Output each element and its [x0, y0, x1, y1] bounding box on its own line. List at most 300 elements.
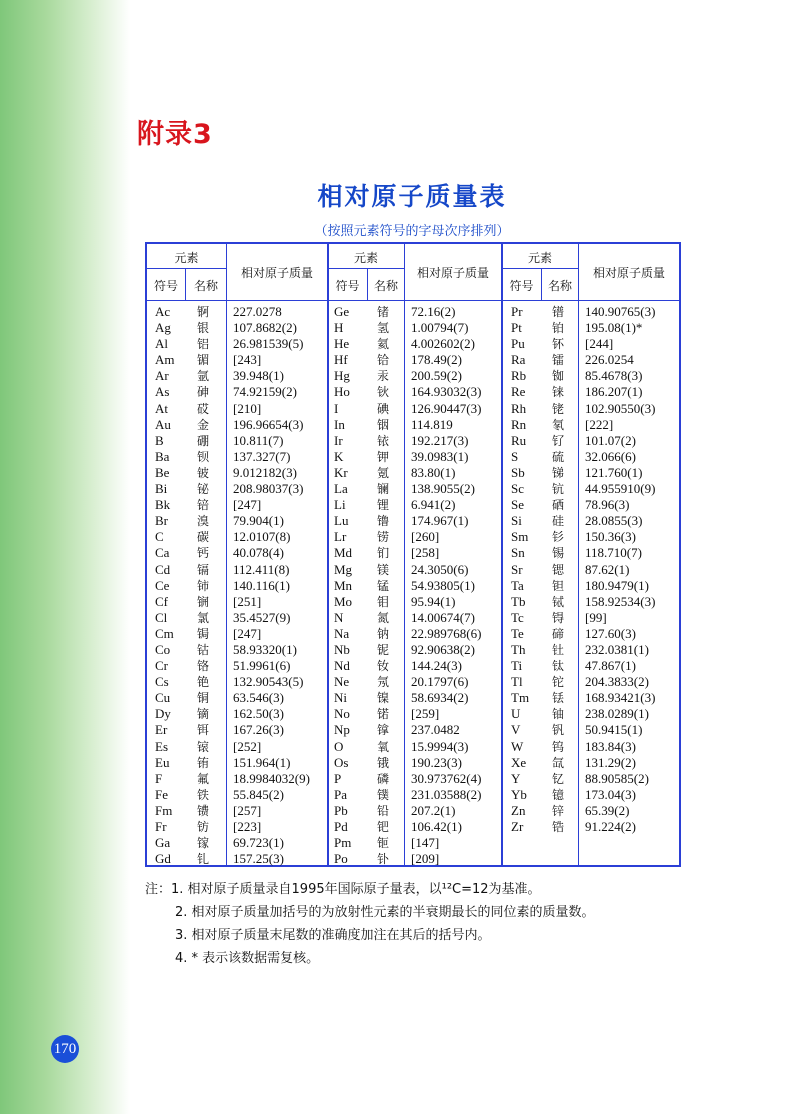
symbol-cell: Fr	[155, 819, 167, 834]
symbol-cell: Cs	[155, 674, 169, 690]
symbol-cell: Tb	[511, 593, 526, 609]
name-cell: 溴	[197, 514, 210, 529]
symbol-cell: Pm	[334, 835, 352, 851]
masse-cell: [247]	[233, 497, 262, 513]
masse-cell: [247]	[233, 625, 262, 641]
symbol-cell: Tl	[511, 674, 523, 690]
masse-cell: 237.0482	[411, 722, 460, 738]
symbol-cell: P	[334, 770, 342, 786]
masse-cell: 157.25(3)	[233, 851, 284, 867]
name-cell: 钪	[552, 482, 565, 497]
symbol-cell: Zr	[511, 819, 524, 834]
name-cell: 氪	[377, 465, 390, 480]
symbol-cell: Am	[155, 352, 175, 368]
symbol-cell: Be	[155, 464, 170, 480]
symbol-cell: Cr	[155, 658, 168, 674]
symbol-cell: Md	[334, 545, 353, 561]
masse-cell: 55.845(2)	[233, 786, 284, 802]
divider-name-mass-2	[404, 244, 405, 865]
name-cell: 铁	[197, 787, 210, 802]
name-cell: 氮	[377, 610, 390, 625]
masse-cell: [147]	[411, 835, 440, 851]
name-cell: 铝	[197, 337, 210, 352]
name-cell: 锗	[377, 305, 390, 319]
symbol-cell: B	[155, 432, 164, 448]
name-cell: 镁	[377, 562, 390, 577]
masse-cell: 162.50(3)	[233, 706, 284, 722]
name-cell: 钒	[552, 723, 565, 738]
masse-cell: 88.90585(2)	[585, 770, 649, 786]
note-3: 3. 相对原子质量末尾数的准确度加注在其后的括号内。	[175, 928, 491, 943]
atomic-mass-table	[145, 242, 681, 867]
symbol-cell: Ca	[155, 545, 170, 561]
header-mass-3: 相对原子质量	[592, 266, 665, 280]
masse-cell: [259]	[411, 706, 440, 722]
symbol-cell: Ba	[155, 448, 170, 464]
masse-cell: [222]	[585, 416, 614, 432]
masse-cell: 178.49(2)	[411, 352, 462, 368]
masse-cell: 164.93032(3)	[411, 384, 482, 400]
masse-cell: 200.59(2)	[411, 368, 462, 384]
symbol-column-3	[511, 304, 529, 835]
divider-group-1	[327, 244, 329, 865]
masse-cell: 186.207(1)	[585, 384, 643, 400]
symbol-cell: H	[334, 320, 344, 336]
symbol-cell: Dy	[155, 706, 171, 722]
masse-cell: 22.989768(6)	[411, 625, 482, 641]
name-cell: 银	[197, 321, 210, 336]
name-cell: 氩	[197, 369, 210, 384]
symbol-cell: Mo	[334, 593, 353, 609]
name-cell: 钨	[552, 739, 565, 754]
masse-cell: 102.90550(3)	[585, 400, 656, 416]
symbol-cell: Sn	[511, 545, 525, 561]
name-cell: 钬	[377, 385, 390, 400]
header-name-3: 名称	[547, 279, 572, 293]
masse-cell: [252]	[233, 738, 262, 754]
masse-cell: 226.0254	[585, 352, 634, 368]
name-cell: 硒	[552, 498, 565, 513]
name-cell: 钾	[377, 449, 390, 464]
header-element-1: 元素	[174, 251, 199, 265]
symbol-cell: Sr	[511, 561, 523, 577]
masse-cell: [99]	[585, 609, 607, 625]
symbol-cell: Pt	[511, 320, 522, 336]
name-cell: 铬	[197, 659, 210, 674]
masse-cell: 107.8682(2)	[233, 320, 297, 336]
symbol-cell: Ir	[334, 432, 343, 448]
symbol-cell: Al	[155, 336, 168, 352]
masse-cell: 180.9479(1)	[585, 577, 649, 593]
name-cell: 铋	[197, 482, 210, 497]
masse-cell: 24.3050(6)	[411, 561, 469, 577]
masse-cell: 121.760(1)	[585, 464, 643, 480]
symbol-cell: As	[155, 384, 170, 400]
name-cell: 锶	[552, 562, 565, 577]
symbol-cell: Pr	[511, 304, 523, 319]
name-cell: 铟	[377, 417, 390, 432]
masse-cell: 50.9415(1)	[585, 722, 643, 738]
masse-cell: 58.6934(2)	[411, 690, 469, 706]
symbol-cell: Th	[511, 641, 526, 657]
name-cell: 碘	[377, 401, 390, 416]
symbol-cell: Fe	[155, 786, 168, 802]
masse-cell: 10.811(7)	[233, 432, 284, 448]
name-cell: 钴	[197, 642, 210, 657]
name-cell: 镨	[552, 305, 565, 319]
name-cell: 铊	[552, 675, 565, 690]
name-cell: 氡	[552, 417, 565, 432]
masse-cell: [260]	[411, 529, 440, 545]
masse-cell: 39.948(1)	[233, 368, 284, 384]
masse-cell: 151.964(1)	[233, 754, 291, 770]
masse-cell: 167.26(3)	[233, 722, 284, 738]
symbol-cell: O	[334, 738, 344, 754]
symbol-cell: Lu	[334, 513, 349, 529]
symbol-cell: S	[511, 448, 519, 464]
masse-cell: 69.723(1)	[233, 835, 284, 851]
masse-cell: 195.08(1)*	[585, 320, 643, 336]
header-mass-1: 相对原子质量	[240, 266, 313, 280]
note-1: 注：1. 相对原子质量录自1995年国际原子量表，以¹²C=12为基准。	[145, 882, 541, 897]
header-symbol-1: 符号	[153, 279, 178, 293]
masse-cell: 95.94(1)	[411, 593, 456, 609]
masse-cell: 131.29(2)	[585, 754, 636, 770]
masse-cell: 118.710(7)	[585, 545, 642, 561]
masse-cell: 144.24(3)	[411, 658, 462, 674]
header-split-1	[147, 268, 226, 269]
masse-cell: 232.0381(1)	[585, 641, 649, 657]
name-cell: 锂	[377, 498, 390, 513]
symbol-cell: Re	[511, 384, 526, 400]
name-column-1	[197, 304, 209, 867]
masse-cell: 74.92159(2)	[233, 384, 297, 400]
masse-cell: 58.93320(1)	[233, 641, 297, 657]
name-cell: 钐	[552, 530, 565, 545]
masse-cell: [251]	[233, 593, 262, 609]
name-cell: 硫	[552, 449, 565, 464]
divider-group-2	[501, 244, 503, 865]
symbol-cell: Si	[511, 513, 522, 529]
masse-cell: 158.92534(3)	[585, 593, 656, 609]
masse-cell: 35.4527(9)	[233, 609, 291, 625]
name-cell: 铂	[552, 321, 565, 336]
symbol-cell: Bk	[155, 497, 171, 513]
masse-cell: 106.42(1)	[411, 819, 462, 834]
masse-cell: 137.327(7)	[233, 448, 291, 464]
masse-cell: 26.981539(5)	[233, 336, 304, 352]
name-cell: 钕	[377, 659, 390, 674]
name-cell: 硼	[197, 433, 210, 448]
masse-cell: 4.002602(2)	[411, 336, 475, 352]
symbol-cell: Cl	[155, 609, 168, 625]
name-cell: 镝	[197, 707, 210, 722]
symbol-cell: Pu	[511, 336, 525, 352]
masse-cell: 190.23(3)	[411, 754, 462, 770]
symbol-cell: Zn	[511, 802, 526, 818]
name-cell: 铜	[197, 691, 210, 706]
name-cell: 铀	[552, 707, 565, 722]
symbol-cell: He	[334, 336, 350, 352]
name-cell: 锿	[197, 739, 210, 754]
header-split-2	[327, 268, 404, 269]
mass-column-1	[233, 304, 310, 867]
masse-cell: [223]	[233, 819, 262, 834]
name-cell: 锫	[197, 498, 210, 513]
name-cell: 碳	[197, 530, 210, 545]
symbol-cell: Na	[334, 625, 350, 641]
name-cell: 钡	[197, 449, 210, 464]
symbol-cell: Au	[155, 416, 171, 432]
name-cell: 硅	[552, 514, 565, 529]
symbol-cell: Sb	[511, 464, 525, 480]
name-cell: 铅	[377, 803, 390, 818]
name-cell: 钽	[552, 578, 565, 593]
symbol-cell: K	[334, 448, 344, 464]
divider-name-mass-3	[578, 244, 579, 865]
name-cell: 钙	[197, 546, 210, 561]
masse-cell: 1.00794(7)	[411, 320, 469, 336]
page-title: 相对原子质量表	[317, 182, 507, 211]
name-cell: 铼	[552, 385, 565, 400]
symbol-cell: Ti	[511, 658, 523, 674]
symbol-cell: Gd	[155, 851, 171, 867]
symbol-cell: Sc	[511, 481, 524, 497]
masse-cell: 132.90543(5)	[233, 674, 304, 690]
masse-cell: 63.546(3)	[233, 690, 284, 706]
name-cell: 金	[197, 417, 210, 432]
name-cell: 锇	[377, 755, 390, 770]
symbol-cell: Cd	[155, 561, 171, 577]
name-cell: 锔	[197, 626, 210, 641]
name-cell: 镉	[197, 562, 210, 577]
masse-cell: 208.98037(3)	[233, 481, 304, 497]
masse-cell: 207.2(1)	[411, 802, 456, 818]
masse-cell: 138.9055(2)	[411, 481, 475, 497]
note-2: 2. 相对原子质量加括号的为放射性元素的半衰期最长的同位素的质量数。	[175, 905, 595, 920]
masse-cell: 18.9984032(9)	[233, 770, 310, 786]
name-cell: 汞	[377, 369, 390, 384]
page-number: 170	[51, 1035, 79, 1063]
masse-cell: 101.07(2)	[585, 432, 636, 448]
name-column-2	[377, 304, 389, 867]
masse-cell: 192.217(3)	[411, 432, 469, 448]
name-cell: 钋	[377, 852, 390, 867]
name-cell: 镤	[377, 787, 390, 802]
header-element-3: 元素	[527, 251, 552, 265]
name-cell: 砹	[197, 401, 210, 416]
header-element-2: 元素	[353, 251, 378, 265]
name-cell: 氢	[377, 321, 390, 336]
masse-cell: 168.93421(3)	[585, 690, 656, 706]
masse-cell: 72.16(2)	[411, 304, 456, 319]
symbol-cell: Ta	[511, 577, 524, 593]
name-cell: 锑	[552, 465, 565, 480]
symbol-cell: Hf	[334, 352, 348, 368]
name-cell: 锆	[552, 820, 565, 834]
masse-cell: [243]	[233, 352, 262, 368]
masse-cell: 14.00674(7)	[411, 609, 475, 625]
symbol-cell: Ra	[511, 352, 526, 368]
masse-cell: 204.3833(2)	[585, 674, 649, 690]
name-cell: 钠	[377, 626, 390, 641]
masse-cell: 196.96654(3)	[233, 416, 304, 432]
header-name-2: 名称	[373, 279, 398, 293]
symbol-cell: Se	[511, 497, 524, 513]
header-symbol-3: 符号	[509, 279, 534, 293]
symbol-cell: Ge	[334, 304, 350, 319]
name-cell: 锕	[197, 305, 210, 319]
symbol-cell: Nd	[334, 658, 350, 674]
symbol-cell: Er	[155, 722, 168, 738]
symbol-cell: Br	[155, 513, 168, 529]
masse-cell: [258]	[411, 545, 440, 561]
name-cell: 铑	[552, 401, 565, 416]
masse-cell: 91.224(2)	[585, 819, 636, 834]
symbol-cell: In	[334, 416, 345, 432]
symbol-cell: Tm	[511, 690, 530, 706]
header-mass-2: 相对原子质量	[416, 266, 489, 280]
symbol-cell: Ru	[511, 432, 527, 448]
masse-cell: 150.36(3)	[585, 529, 636, 545]
name-cell: 锡	[552, 546, 565, 561]
symbol-cell: Tc	[511, 609, 524, 625]
decorative-green-strip	[0, 0, 130, 1114]
masse-cell: 83.80(1)	[411, 464, 456, 480]
symbol-cell: Hg	[334, 368, 350, 384]
masse-cell: 51.9961(6)	[233, 658, 291, 674]
masse-cell: 227.0278	[233, 304, 282, 319]
name-cell: 铌	[377, 642, 390, 657]
appendix-heading: 附录3	[137, 119, 213, 150]
name-cell: 铷	[552, 369, 565, 384]
masse-cell: 44.955910(9)	[585, 481, 656, 497]
masse-cell: 30.973762(4)	[411, 770, 482, 786]
name-cell: 镧	[377, 482, 390, 497]
symbol-cell: V	[511, 722, 521, 738]
masse-cell: 140.116(1)	[233, 577, 290, 593]
name-cell: 氧	[377, 739, 390, 754]
name-cell: 镥	[377, 514, 390, 529]
symbol-column-2	[334, 304, 352, 867]
name-cell: 钌	[552, 433, 565, 448]
masse-cell: 183.84(3)	[585, 738, 636, 754]
name-cell: 钯	[377, 820, 390, 834]
symbol-cell: Xe	[511, 754, 527, 770]
name-cell: 铹	[377, 530, 390, 545]
symbol-cell: Y	[511, 770, 521, 786]
masse-cell: 112.411(8)	[233, 561, 290, 577]
name-cell: 铽	[552, 594, 565, 609]
name-cell: 锘	[377, 707, 390, 722]
symbol-cell: Po	[334, 851, 348, 867]
masse-cell: 114.819	[411, 416, 453, 432]
masse-cell: 174.967(1)	[411, 513, 469, 529]
name-cell: 氦	[377, 337, 390, 352]
symbol-cell: Li	[334, 497, 346, 513]
symbol-column-1	[155, 304, 175, 867]
symbol-cell: Bi	[155, 481, 168, 497]
name-cell: 铪	[377, 353, 390, 368]
symbol-cell: Cu	[155, 690, 171, 706]
name-cell: 铥	[552, 691, 565, 706]
symbol-cell: Es	[155, 738, 168, 754]
symbol-cell: Lr	[334, 529, 347, 545]
masse-cell: [244]	[585, 336, 614, 352]
name-cell: 钛	[552, 659, 565, 674]
name-cell: 钷	[377, 836, 390, 851]
masse-cell: 15.9994(3)	[411, 738, 469, 754]
symbol-cell: Rh	[511, 400, 527, 416]
name-cell: 铯	[197, 675, 210, 690]
name-cell: 氯	[197, 610, 210, 625]
masse-cell: 140.90765(3)	[585, 304, 656, 319]
masse-cell: 40.078(4)	[233, 545, 284, 561]
name-cell: 铒	[197, 723, 210, 738]
header-symbol-2: 符号	[335, 279, 360, 293]
name-cell: 镓	[197, 836, 210, 851]
symbol-cell: Mg	[334, 561, 353, 577]
symbol-cell: Pb	[334, 802, 348, 818]
name-cell: 镍	[377, 691, 390, 706]
name-cell: 磷	[377, 771, 390, 786]
symbol-cell: Co	[155, 641, 171, 657]
note-4: 4. * 表示该数据需复核。	[175, 951, 320, 966]
name-cell: 钼	[377, 594, 390, 609]
name-cell: 铱	[377, 433, 390, 448]
symbol-cell: Ac	[155, 304, 171, 319]
name-column-3	[552, 304, 564, 835]
masse-cell: 231.03588(2)	[411, 786, 482, 802]
symbol-cell: Fm	[155, 802, 173, 818]
masse-cell: 173.04(3)	[585, 786, 636, 802]
name-cell: 镱	[552, 787, 565, 802]
masse-cell: 126.90447(3)	[411, 400, 482, 416]
name-cell: 锎	[197, 594, 210, 609]
name-cell: 钆	[197, 852, 210, 867]
symbol-cell: Cm	[155, 625, 174, 641]
page-subtitle: （按照元素符号的字母次序排列）	[314, 224, 510, 239]
name-cell: 碲	[552, 626, 565, 641]
divider-name-mass-1	[226, 244, 227, 865]
symbol-cell: Rb	[511, 368, 527, 384]
symbol-cell: Pa	[334, 786, 347, 802]
masse-cell: 87.62(1)	[585, 561, 630, 577]
masse-cell: [209]	[411, 851, 440, 867]
header-name-1: 名称	[193, 279, 218, 293]
name-cell: 铈	[197, 578, 210, 593]
symbol-cell: Ni	[334, 690, 347, 706]
masse-cell: 32.066(6)	[585, 448, 636, 464]
symbol-cell: Cf	[155, 593, 168, 609]
name-cell: 钫	[197, 820, 210, 834]
masse-cell: 47.867(1)	[585, 658, 636, 674]
name-cell: 钚	[552, 337, 565, 352]
name-cell: 氙	[552, 755, 565, 770]
masse-cell: 92.90638(2)	[411, 641, 475, 657]
name-cell: 钔	[377, 546, 390, 561]
table-notes	[145, 878, 705, 970]
masse-cell: 79.904(1)	[233, 513, 284, 529]
symbol-cell: Rn	[511, 416, 527, 432]
symbol-cell: U	[511, 706, 521, 722]
masse-cell: 9.012182(3)	[233, 464, 297, 480]
name-cell: 镎	[377, 723, 390, 738]
mass-column-2	[411, 304, 481, 867]
symbol-cell: Mn	[334, 577, 353, 593]
symbol-cell: At	[155, 400, 168, 416]
name-cell: 氟	[197, 771, 210, 786]
